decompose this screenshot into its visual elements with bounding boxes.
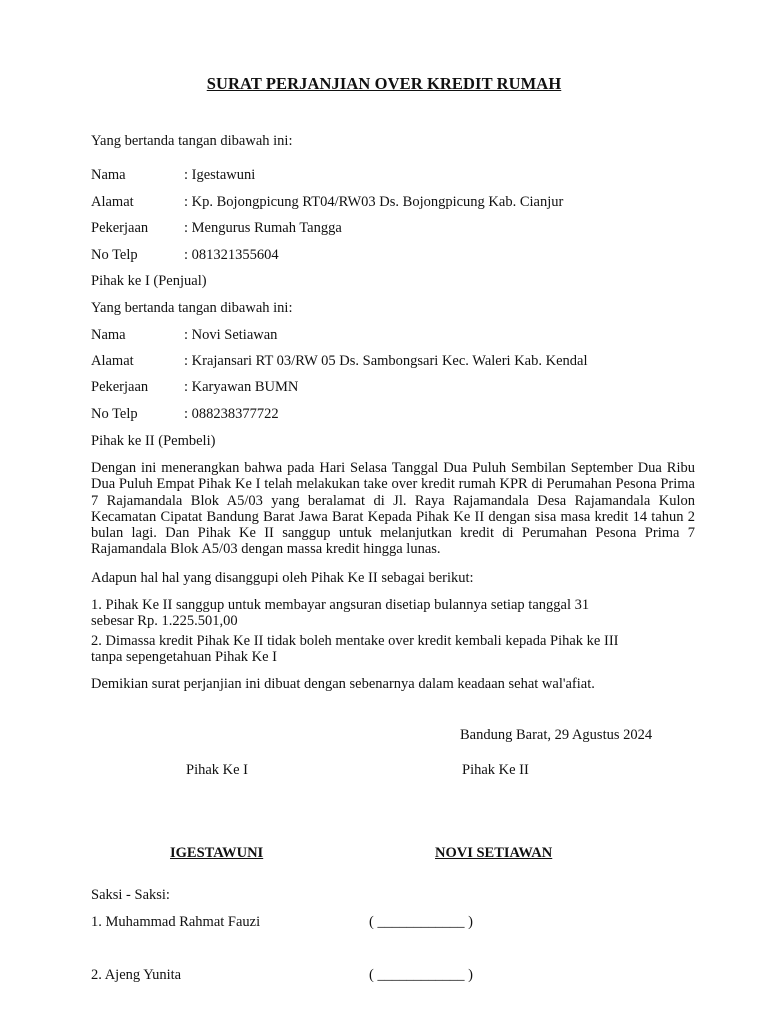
party1-nama-label: Nama	[91, 167, 126, 183]
party1-nama-row	[91, 167, 255, 184]
party2-pekerjaan-label: Pekerjaan	[91, 379, 149, 395]
term-1-line-2: sebesar Rp. 1.225.501,00	[91, 613, 238, 630]
party1-telp-label: No Telp	[91, 247, 138, 263]
party2-alamat-row	[91, 353, 587, 370]
closing-text: Demikian surat perjanjian ini dibuat dengan sebenarnya dalam keadaan sehat wal'afiat.	[91, 676, 595, 692]
party2-telp-label: No Telp	[91, 406, 138, 422]
intro-text-2: Yang bertanda tangan dibawah ini:	[91, 300, 293, 316]
party1-alamat-value: : Kp. Bojongpicung RT04/RW03 Ds. Bojongpicung Kab. Cianjur	[184, 194, 564, 210]
witnesses-heading: Saksi - Saksi:	[91, 887, 170, 903]
party2-telp-row	[91, 406, 279, 423]
party1-telp-row	[91, 247, 279, 264]
document-title: SURAT PERJANJIAN OVER KREDIT RUMAH	[206, 74, 562, 93]
party2-alamat-value: : Krajansari RT 03/RW 05 Ds. Sambongsari Kec. Waleri Kab. Kendal	[184, 353, 588, 369]
party1-alamat-label: Alamat	[91, 194, 134, 210]
party2-nama-value: : Novi Setiawan	[184, 327, 278, 343]
intro-text-1: Yang bertanda tangan dibawah ini:	[91, 133, 293, 149]
witness-2-name: 2. Ajeng Yunita	[91, 967, 182, 983]
party2-alamat-label: Alamat	[91, 353, 134, 369]
body-paragraph: Dengan ini menerangkan bahwa pada Hari Selasa Tanggal Dua Puluh Sembilan September Dua Ribu Dua Puluh Empat Pihak Ke I telah melakukan take over kredit rumah KPR di Perumahan Pesona Prima 7 Rajamandala Blok A5/03 yang beralamat di Jl. Raya Rajamandala Desa Rajamandala Kulon Kecamatan Cipatat Bandung Barat Jawa Barat Kepada Pihak Ke II dengan sisa masa kredit 14 tahun 2 bulan lagi. Dan Pihak Ke II sanggup untuk melanjutkan kredit di Perumahan Pesona Prima 7 Rajamandala Blok A5/03 dengan massa kredit hingga lunas.	[91, 460, 695, 558]
term-item-2	[91, 633, 695, 666]
party1-pekerjaan-row	[91, 220, 342, 237]
term-item-1	[91, 597, 695, 630]
party2-pekerjaan-value: : Karyawan BUMN	[184, 379, 299, 395]
party2-telp-value: : 088238377722	[184, 406, 279, 422]
party2-nama-row	[91, 327, 277, 344]
party1-role: Pihak ke I (Penjual)	[91, 273, 207, 289]
party2-nama-label: Nama	[91, 327, 126, 343]
party1-telp-value: : 081321355604	[184, 247, 279, 263]
witness-1-signature-line: ( ____________ )	[369, 914, 473, 930]
witness-1-name: 1. Muhammad Rahmat Fauzi	[91, 914, 261, 930]
party2-pekerjaan-row	[91, 379, 298, 396]
party1-pekerjaan-label: Pekerjaan	[91, 220, 149, 236]
party1-pekerjaan-value: : Mengurus Rumah Tangga	[184, 220, 342, 236]
term-2-line-1: 2. Dimassa kredit Pihak Ke II tidak boleh mentake over kredit kembali kepada Pihak ke III	[91, 633, 619, 649]
signature-party1-label: Pihak Ke I	[186, 762, 249, 778]
party1-alamat-row	[91, 194, 563, 211]
term-2-line-2: tanpa sepengetahuan Pihak Ke I	[91, 649, 278, 666]
place-date: Bandung Barat, 29 Agustus 2024	[460, 727, 653, 743]
terms-intro: Adapun hal hal yang disanggupi oleh Pihak Ke II sebagai berikut:	[91, 570, 474, 586]
witness-2-signature-line: ( ____________ )	[369, 967, 473, 983]
signature-party2-label: Pihak Ke II	[462, 762, 529, 778]
party1-nama-value: : Igestawuni	[184, 167, 256, 183]
party2-role: Pihak ke II (Pembeli)	[91, 433, 216, 449]
signature-party1-name: IGESTAWUNI	[170, 845, 264, 861]
term-1-line-1: 1. Pihak Ke II sanggup untuk membayar angsuran disetiap bulannya setiap tanggal 31	[91, 597, 590, 613]
signature-party2-name: NOVI SETIAWAN	[435, 845, 553, 861]
